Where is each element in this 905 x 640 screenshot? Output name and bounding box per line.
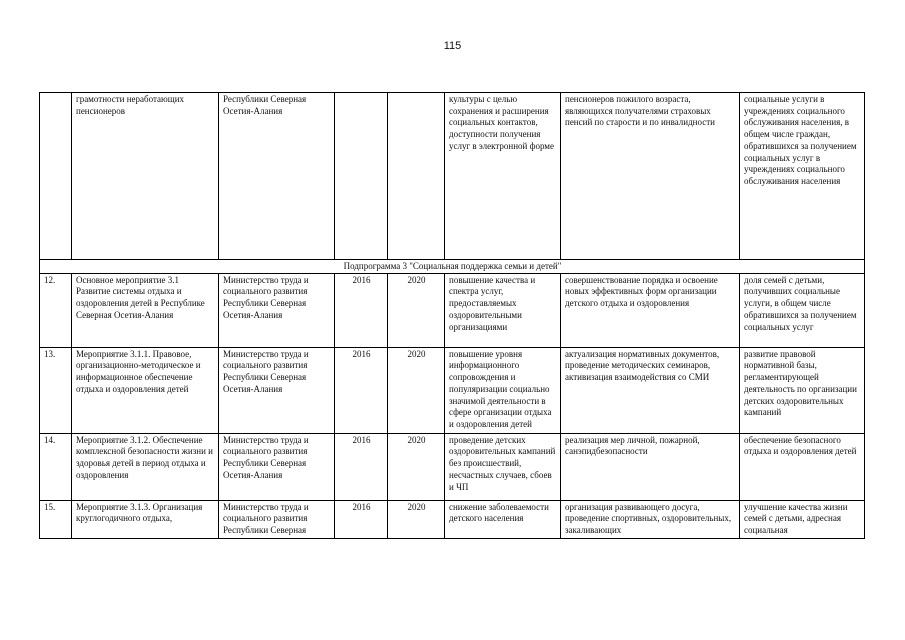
expected-result-cell: снижение заболеваемости детского населения <box>445 500 561 538</box>
measure-name-cell: Мероприятие 3.1.2. Обеспечение комплексной безопасности жизни и здоровья детей в период отдыха и оздоровления <box>72 433 219 500</box>
executor-cell: Министерство труда и социального развития Республики Северная <box>219 500 335 538</box>
row-number-cell: 13. <box>40 347 72 433</box>
consequence-cell: реализация мер личной, пожарной, санэпидбезопасности <box>561 433 740 500</box>
row-number-cell: 15. <box>40 500 72 538</box>
consequence-cell: совершенствование порядка и освоение новых эффективных форм организации детского отдыха и оздоровления <box>561 273 740 347</box>
indicator-cell: обеспечение безопасного отдыха и оздоровления детей <box>740 433 865 500</box>
page-number: 115 <box>443 40 462 52</box>
end-year-cell: 2020 <box>388 347 445 433</box>
table-row <box>40 273 865 347</box>
measure-name-cell: грамотности неработающих пенсионеров <box>72 93 219 260</box>
end-year-cell: 2020 <box>388 500 445 538</box>
start-year-cell <box>335 93 388 260</box>
table-row <box>40 500 865 538</box>
row-number-cell: 14. <box>40 433 72 500</box>
subprogram-row <box>40 260 865 274</box>
measure-name-cell: Мероприятие 3.1.1. Правовое, организационно-методическое и информационное обеспечение отдыха и оздоровления детей <box>72 347 219 433</box>
end-year-cell: 2020 <box>388 433 445 500</box>
expected-result-cell: повышение уровня информационного сопровождения и популяризации социально значимой деятельности в сфере организации отдыха и оздоровления детей <box>445 347 561 433</box>
end-year-cell <box>388 93 445 260</box>
indicator-cell: доля семей с детьми, получивших социальные услуги, в общем числе обратившихся за получением социальных услуг <box>740 273 865 347</box>
indicator-cell: развитие правовой нормативной базы, регламентирующей деятельность по организации детских оздоровительных кампаний <box>740 347 865 433</box>
consequence-cell: актуализация нормативных документов, проведение методических семинаров, активизация взаимодействия со СМИ <box>561 347 740 433</box>
expected-result-cell: проведение детских оздоровительных кампаний без происшествий, несчастных случаев, сбоев и ЧП <box>445 433 561 500</box>
start-year-cell: 2016 <box>335 273 388 347</box>
consequence-cell: пенсионеров пожилого возраста, являющихся получателями страховых пенсий по старости и по инвалидности <box>561 93 740 260</box>
measure-name-cell: Мероприятие 3.1.3. Организация круглогодичного отдыха, <box>72 500 219 538</box>
executor-cell: Министерство труда и социального развития Республики Северная Осетия-Алания <box>219 273 335 347</box>
expected-result-cell: культуры с целью сохранения и расширения социальных контактов, доступности получения услуг в электронной форме <box>445 93 561 260</box>
table-row <box>40 433 865 500</box>
executor-cell: Министерство труда и социального развития Республики Северная Осетия-Алания <box>219 433 335 500</box>
start-year-cell: 2016 <box>335 433 388 500</box>
end-year-cell: 2020 <box>388 273 445 347</box>
consequence-cell: организация развивающего досуга, проведение спортивных, оздоровительных, закаливающих <box>561 500 740 538</box>
start-year-cell: 2016 <box>335 500 388 538</box>
measure-name-cell: Основное мероприятие 3.1 Развитие системы отдыха и оздоровления детей в Республике Северная Осетия-Алания <box>72 273 219 347</box>
row-number-cell: 12. <box>40 273 72 347</box>
subprogram-title: Подпрограмма 3 "Социальная поддержка семьи и детей" <box>40 260 865 274</box>
start-year-cell: 2016 <box>335 347 388 433</box>
table-row <box>40 93 865 260</box>
executor-cell: Республики Северная Осетия-Алания <box>219 93 335 260</box>
indicator-cell: социальные услуги в учреждениях социального обслуживания населения, в общем числе граждан, обратившихся за получением социальных услуг в учреждениях социального обслуживания населения <box>740 93 865 260</box>
executor-cell: Министерство труда и социального развития Республики Северная Осетия-Алания <box>219 347 335 433</box>
expected-result-cell: повышение качества и спектра услуг, предоставляемых оздоровительными организациями <box>445 273 561 347</box>
indicator-cell: улучшение качества жизни семей с детьми, адресная социальная <box>740 500 865 538</box>
row-number-cell <box>40 93 72 260</box>
table-row <box>40 347 865 433</box>
measures-table <box>39 92 865 539</box>
